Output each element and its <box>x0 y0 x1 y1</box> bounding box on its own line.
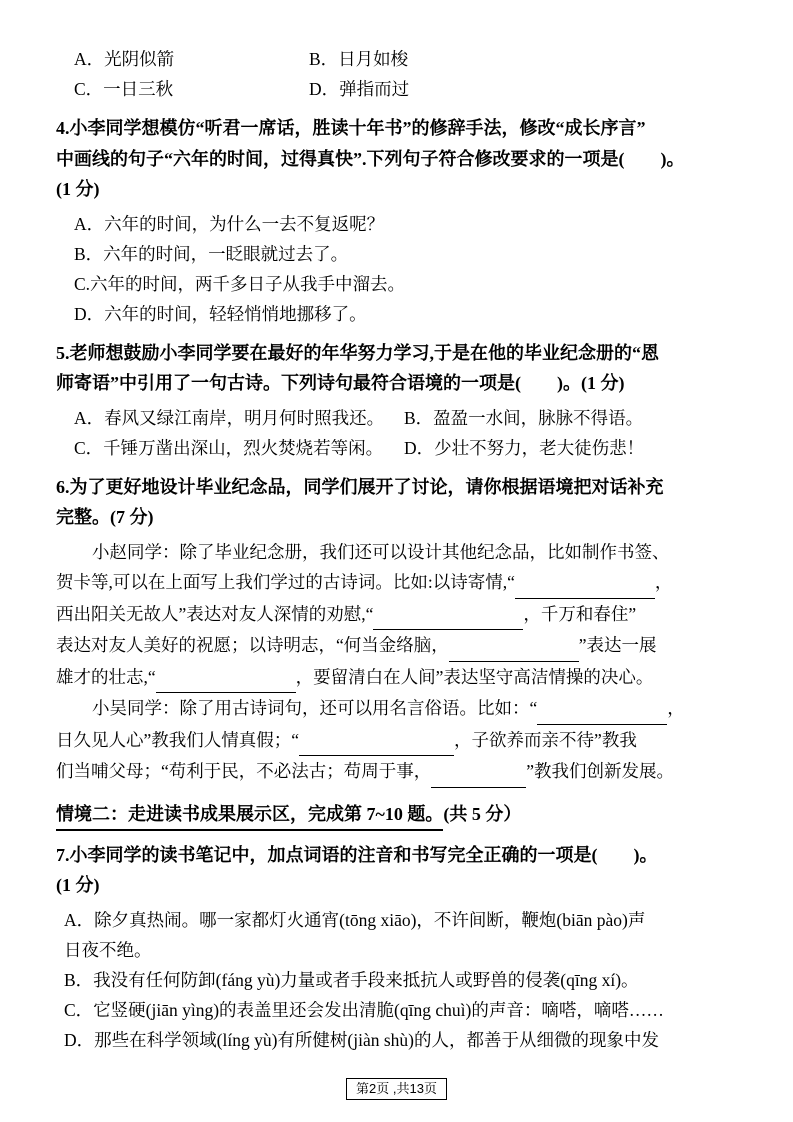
zhao-line-2-tail: ， <box>654 572 673 592</box>
q3-option-d: D．弹指而过 <box>309 79 410 99</box>
q3-options-row-2 <box>74 74 737 104</box>
question-4-stem-line-1: 4.小李同学想模仿“听君一席话，胜读十年书”的修辞手法，修改“成长序言” <box>56 118 646 138</box>
q3-option-a: A．光阴似箭 <box>74 49 175 69</box>
q3-options-row-1 <box>74 44 737 74</box>
question-7-option-c <box>64 995 737 1025</box>
question-4-stem-line-2: 中画线的句子“六年的时间，过得真快”.下列句子符合修改要求的一项是( )。 <box>56 148 685 169</box>
fill-blank-7[interactable] <box>431 756 526 788</box>
situation-2-score: (共 5 分） <box>443 803 522 824</box>
situation-2-title: 情境二：走进读书成果展示区，完成第 7~10 题。 <box>56 800 443 831</box>
question-7-option-a <box>64 905 737 965</box>
question-6-dialogue-wu <box>56 693 737 725</box>
zhao-line-2-text: 贺卡等,可以在上面写上我们学过的古诗词。比如:以诗寄情,“ <box>56 572 515 592</box>
page-number: 第2页 ,共13页 <box>346 1078 447 1100</box>
question-6-stem <box>56 472 737 533</box>
question-7-option-b-line-1: B．我没有任何防卸(fáng yù)力量或者手段来抵抗人或野兽的侵袭(qīng xí)。 <box>64 969 639 990</box>
zhao-line-4 <box>56 630 737 662</box>
question-5-stem-line-1: 5.老师想鼓励小李同学要在最好的年华努力学习,于是在他的毕业纪念册的“恩 <box>56 342 659 363</box>
question-4-stem <box>56 113 737 205</box>
wu-line-1-text: 小吴同学：除了用古诗词句，还可以用名言俗语。比如：“ <box>92 698 538 718</box>
question-7-option-c-line-1: C．它竖硬(jiān yìng)的表盖里还会发出清脆(qīng chuì)的声音：嘀嗒，嘀嗒…… <box>64 999 664 1020</box>
zhao-line-5-text: 雄才的壮志,“ <box>56 666 156 687</box>
q3-option-b: B．日月如梭 <box>309 49 409 69</box>
zhao-line-3-text: 西出阳关无故人”表达对友人深情的劝慰,“ <box>56 603 374 624</box>
fill-blank-2[interactable] <box>373 599 523 631</box>
wu-line-2-text: 日久见人心”教我们人情真假；“ <box>56 729 300 750</box>
question-7-stem <box>56 840 737 901</box>
question-7-option-d-line-1: D．那些在科学领域(líng yù)有所健树(jiàn shù)的人，都善于从细微的现象中发 <box>64 1029 659 1050</box>
question-6-stem-line-2: 完整。(7 分) <box>56 507 154 527</box>
zhao-line-4-tail: ”表达一展 <box>578 635 657 655</box>
wu-line-2-tail: ，子欲养而亲不待”教我 <box>454 729 637 750</box>
q3-option-c: C．一日三秋 <box>74 79 174 99</box>
zhao-line-3 <box>56 599 737 631</box>
fill-blank-1[interactable] <box>515 567 655 599</box>
question-7-option-b <box>64 965 737 995</box>
question-4-option-a: A．六年的时间，为什么一去不复返呢？ <box>74 213 385 234</box>
question-5-option-c: C．千锤万凿出深山，烈火焚烧若等闲。 <box>74 437 384 458</box>
situation-2-header <box>56 800 737 831</box>
wu-line-2 <box>56 725 737 757</box>
question-7-stem-line-1: 7.小李同学的读书笔记中，加点词语的注音和书写完全正确的一项是( )。 <box>56 844 658 865</box>
zhao-line-1: 小赵同学：除了毕业纪念册，我们还可以设计其他纪念品，比如制作书签、 <box>92 541 670 562</box>
question-4-option-b: B．六年的时间，一眨眼就过去了。 <box>74 243 349 264</box>
question-5-option-d: D．少壮不努力，老大徒伤悲！ <box>404 437 645 458</box>
zhao-line-4-text: 表达对友人美好的祝愿；以诗明志，“何当金络脑， <box>56 635 449 655</box>
zhao-line-3-tail: ，千万和春住” <box>523 603 637 624</box>
wu-line-3-text: 们当哺父母；“苟利于民，不必法古；苟周于事， <box>56 761 432 781</box>
zhao-line-5-tail: ，要留清白在人间”表达坚守高洁情操的决心。 <box>295 666 654 687</box>
fill-blank-3[interactable] <box>449 630 579 662</box>
question-5-stem <box>56 338 737 399</box>
question-5-stem-line-2: 师寄语”中引用了一句古诗。下列诗句最符合语境的一项是( )。(1 分) <box>56 373 625 393</box>
question-5-options-row-2 <box>74 433 737 463</box>
question-5-options-row-1 <box>74 403 737 433</box>
wu-line-3-tail: ”教我们创新发展。 <box>526 761 675 781</box>
question-5-option-a: A．春风又绿江南岸，明月何时照我还。 <box>74 407 385 428</box>
question-7-score: (1 分) <box>56 875 100 895</box>
fill-blank-5[interactable] <box>537 693 667 725</box>
zhao-line-5 <box>56 662 737 694</box>
fill-blank-4[interactable] <box>156 662 296 694</box>
question-4-option-d: D．六年的时间，轻轻悄悄地挪移了。 <box>74 303 367 324</box>
question-7-option-a-line-2: 日夜不绝。 <box>64 939 152 960</box>
wu-line-1-tail: ， <box>667 698 685 718</box>
fill-blank-6[interactable] <box>299 725 454 757</box>
question-6-stem-line-1: 6.为了更好地设计毕业纪念品，同学们展开了讨论，请你根据语境把对话补充 <box>56 476 664 497</box>
question-7-option-a-line-1: A．除夕真热闹。哪一家都灯火通宵(tōng xiāo)，不许间断，鞭炮(biān pào)声 <box>64 909 646 930</box>
question-7-option-d <box>64 1025 737 1055</box>
zhao-line-2 <box>56 567 737 599</box>
question-6-dialogue-zhao <box>56 537 737 568</box>
question-4-option-c: C.六年的时间，两千多日子从我手中溜去。 <box>74 273 406 294</box>
question-4-score: (1 分) <box>56 179 100 199</box>
wu-line-3 <box>56 756 737 788</box>
page-footer <box>0 1078 793 1100</box>
question-5-option-b: B．盈盈一水间，脉脉不得语。 <box>404 407 644 428</box>
